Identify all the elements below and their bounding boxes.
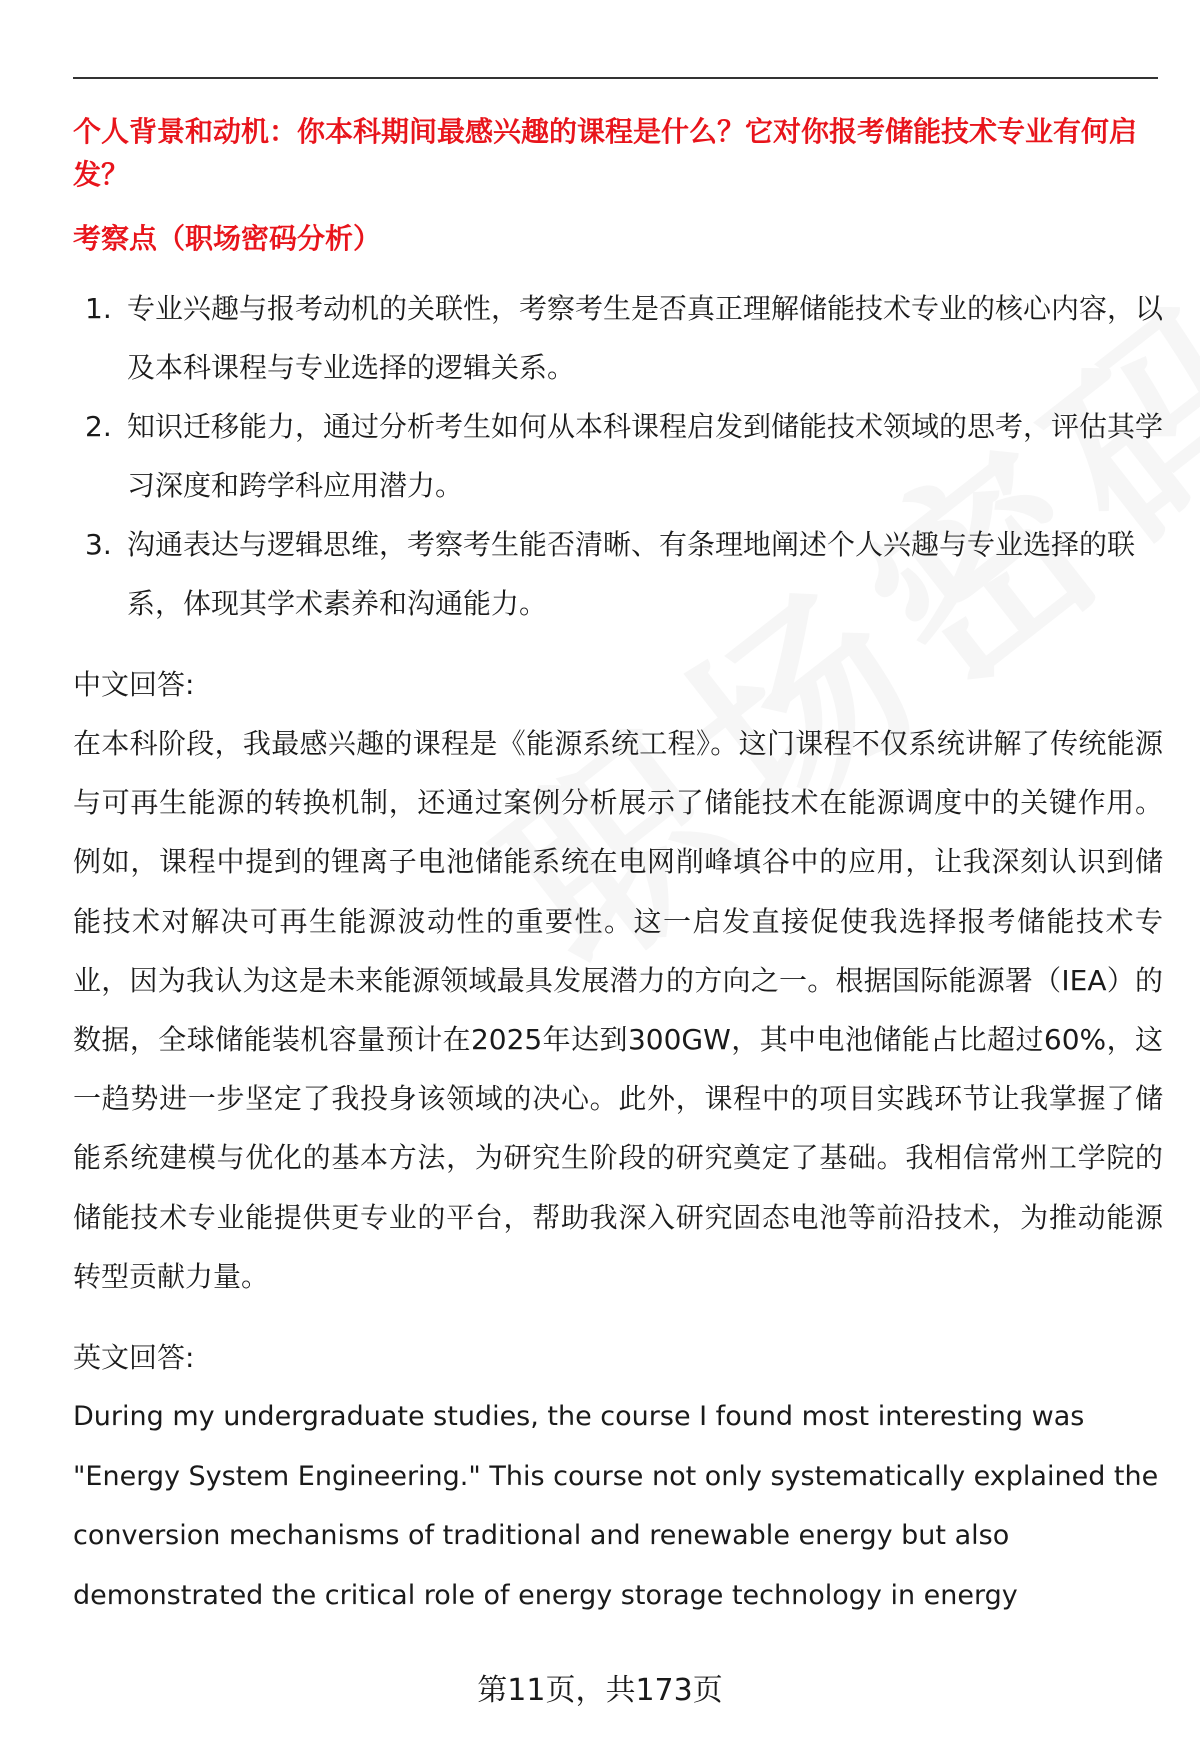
page-number: 第11页，共173页 bbox=[477, 1673, 723, 1708]
page-content bbox=[73, 110, 1163, 1625]
list-item bbox=[73, 515, 1163, 633]
question-title: 个人背景和动机：你本科期间最感兴趣的课程是什么？它对你报考储能技术专业有何启发？ bbox=[73, 115, 1138, 191]
chinese-answer-text: 在本科阶段，我最感兴趣的课程是《能源系统工程》。这门课程不仅系统讲解了传统能源与可再生能源的转换机制，还通过案例分析展示了储能技术在能源调度中的关键作用。例如，课程中提到的锂离子电池储能系统在电网削峰填谷中的应用，让我深刻认识到储能技术对解决可再生能源波动性的重要性。这一启发直接促使我选择报考储能技术专业，因为我认为这是未来能源领域最具发展潜力的方向之一。根据国际能源署（IEA）的数据，全球储能装机容量预计在2025年达到300GW，其中电池储能占比超过60%，这一趋势进一步坚定了我投身该领域的决心。此外，课程中的项目实践环节让我掌握了储能系统建模与优化的基本方法，为研究生阶段的研究奠定了基础。我相信常州工学院的储能技术专业能提供更专业的平台，帮助我深入研究固态电池等前沿技术，为推动能源转型贡献力量。 bbox=[73, 727, 1163, 1293]
list-item bbox=[73, 279, 1163, 397]
header-rule bbox=[73, 77, 1158, 79]
analysis-points bbox=[73, 279, 1163, 633]
analysis-title: 考察点（职场密码分析） bbox=[73, 222, 382, 255]
list-item-number: 3. bbox=[85, 528, 112, 561]
list-item-text: 沟通表达与逻辑思维，考察考生能否清晰、有条理地阐述个人兴趣与专业选择的联系，体现其学术素养和沟通能力。 bbox=[127, 528, 1136, 620]
list-item-text: 专业兴趣与报考动机的关联性，考察考生是否真正理解储能技术专业的核心内容，以及本科课程与专业选择的逻辑关系。 bbox=[127, 292, 1164, 384]
english-answer-label: 英文回答: bbox=[73, 1341, 195, 1375]
list-item bbox=[73, 397, 1163, 515]
list-item-text: 知识迁移能力，通过分析考生如何从本科课程启发到储能技术领域的思考，评估其学习深度和跨学科应用潜力。 bbox=[127, 410, 1164, 502]
chinese-answer-label: 中文回答: bbox=[73, 668, 195, 701]
list-item-number: 2. bbox=[85, 410, 112, 443]
english-answer-text: During my undergraduate studies, the course I found most interesting was "Energy System Engineering." This course not only systematically explained the conversion mechanisms of traditional and renewable energy but also demonstrated the critical role of energy storage technology in energy bbox=[73, 1401, 1159, 1611]
list-item-number: 1. bbox=[85, 292, 112, 325]
